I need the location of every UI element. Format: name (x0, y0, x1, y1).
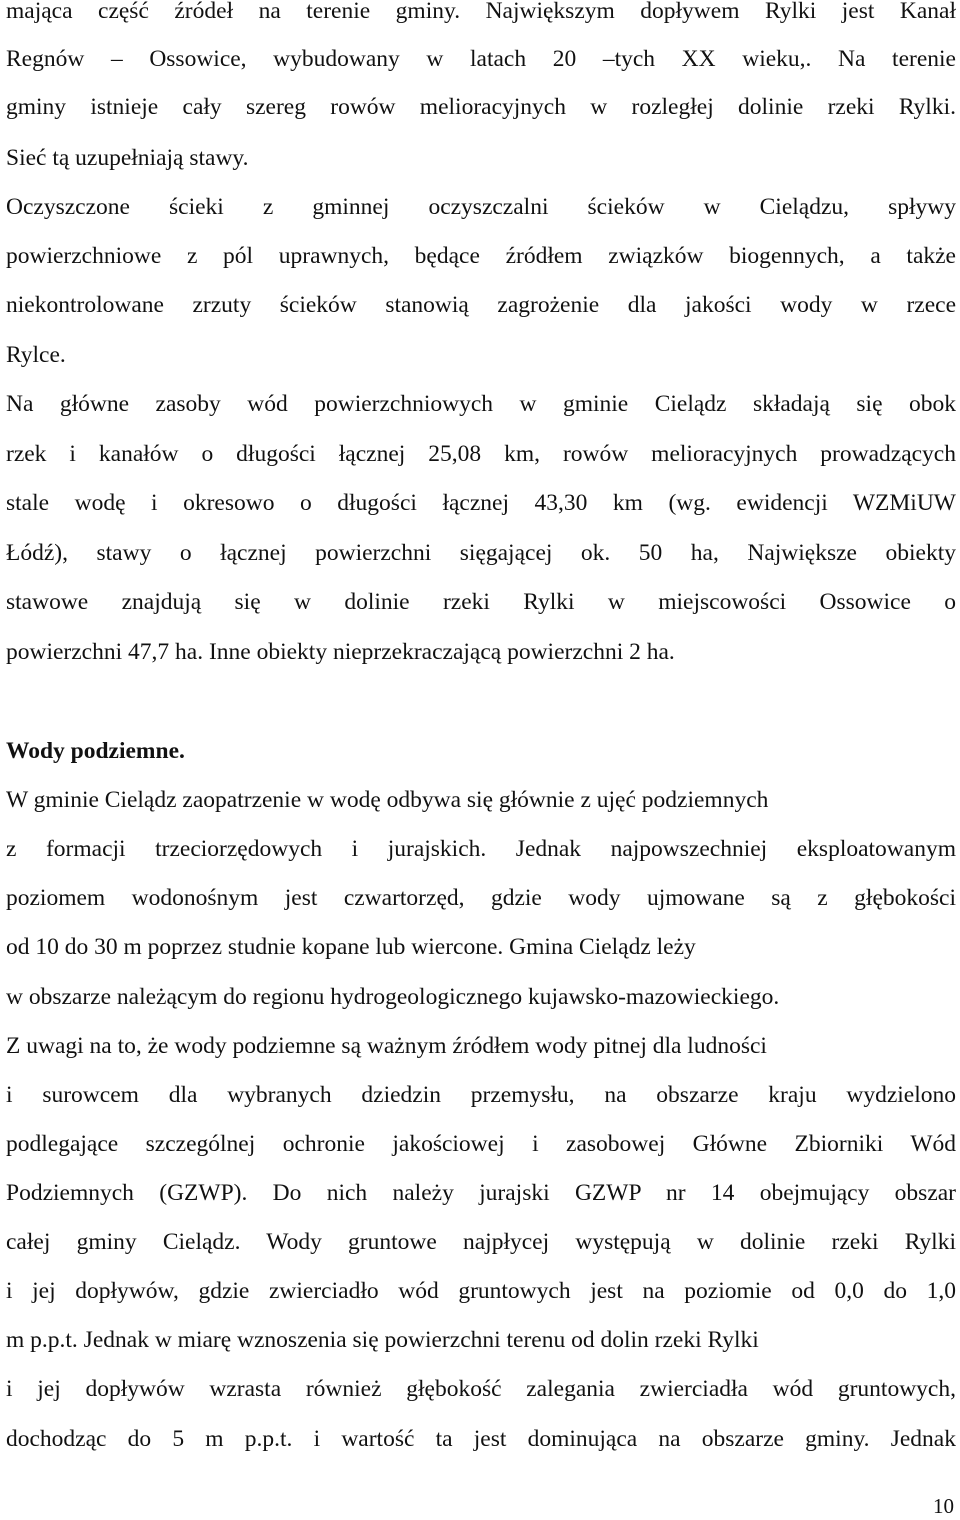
text-line: Z uwagi na to, że wody podziemne są ważnym źródłem wody pitnej dla ludności (6, 1033, 767, 1059)
text-line: Na główne zasoby wód powierzchniowych w gminie Cielądz składają się obok (6, 391, 956, 417)
text-line: niekontrolowane zrzuty ścieków stanowią zagrożenie dla jakości wody w rzece (6, 292, 956, 318)
text-line: gminy istnieje cały szereg rowów melioracyjnych w rozległej dolinie rzeki Rylki. (6, 94, 956, 120)
text-line: powierzchniowe z pól uprawnych, będące źródłem związków biogennych, a także (6, 243, 956, 269)
text-line: Łódź), stawy o łącznej powierzchni sięgającej ok. 50 ha, Największe obiekty (6, 540, 956, 566)
text-line: podlegające szczególnej ochronie jakościowej i zasobowej Główne Zbiorniki Wód (6, 1131, 956, 1157)
text-line: stawowe znajdują się w dolinie rzeki Rylki w miejscowości Ossowice o (6, 589, 956, 615)
text-line: i jej dopływów, gdzie zwierciadło wód gruntowych jest na poziomie od 0,0 do 1,0 (6, 1278, 956, 1304)
text-line: mająca część źródeł na terenie gminy. Największym dopływem Rylki jest Kanał (6, 0, 956, 24)
section-heading: Wody podziemne. (6, 738, 185, 764)
text-line: i jej dopływów wzrasta również głębokość zalegania zwierciadła wód gruntowych, (6, 1376, 956, 1402)
text-line: w obszarze należącym do regionu hydrogeologicznego kujawsko-mazowieckiego. (6, 984, 780, 1010)
page-number: 10 (933, 1494, 954, 1518)
text-line: z formacji trzeciorzędowych i jurajskich. Jednak najpowszechniej eksploatowanym (6, 836, 956, 862)
text-line: od 10 do 30 m poprzez studnie kopane lub wiercone. Gmina Cielądz leży (6, 934, 696, 960)
text-line: rzek i kanałów o długości łącznej 25,08 km, rowów melioracyjnych prowadzących (6, 441, 956, 467)
text-line: Sieć tą uzupełniają stawy. (6, 145, 249, 171)
text-line: całej gminy Cielądz. Wody gruntowe najpłycej występują w dolinie rzeki Rylki (6, 1229, 956, 1255)
text-line: dochodząc do 5 m p.p.t. i wartość ta jest dominująca na obszarze gminy. Jednak (6, 1426, 956, 1452)
text-line: W gminie Cielądz zaopatrzenie w wodę odbywa się głównie z ujęć podziemnych (6, 787, 769, 813)
text-line: Regnów – Ossowice, wybudowany w latach 20 –tych XX wieku,. Na terenie (6, 46, 956, 72)
text-line: powierzchni 47,7 ha. Inne obiekty nieprzekraczającą powierzchni 2 ha. (6, 639, 675, 665)
text-line: i surowcem dla wybranych dziedzin przemysłu, na obszarze kraju wydzielono (6, 1082, 956, 1108)
text-line: stale wodę i okresowo o długości łącznej 43,30 km (wg. ewidencji WZMiUW (6, 490, 956, 516)
text-line: m p.p.t. Jednak w miarę wznoszenia się powierzchni terenu od dolin rzeki Rylki (6, 1327, 759, 1353)
text-line: Oczyszczone ścieki z gminnej oczyszczalni ścieków w Cielądzu, spływy (6, 194, 956, 220)
text-line: Podziemnych (GZWP). Do nich należy jurajski GZWP nr 14 obejmujący obszar (6, 1180, 956, 1206)
text-line: poziomem wodonośnym jest czwartorzęd, gdzie wody ujmowane są z głębokości (6, 885, 956, 911)
text-line: Rylce. (6, 342, 66, 368)
